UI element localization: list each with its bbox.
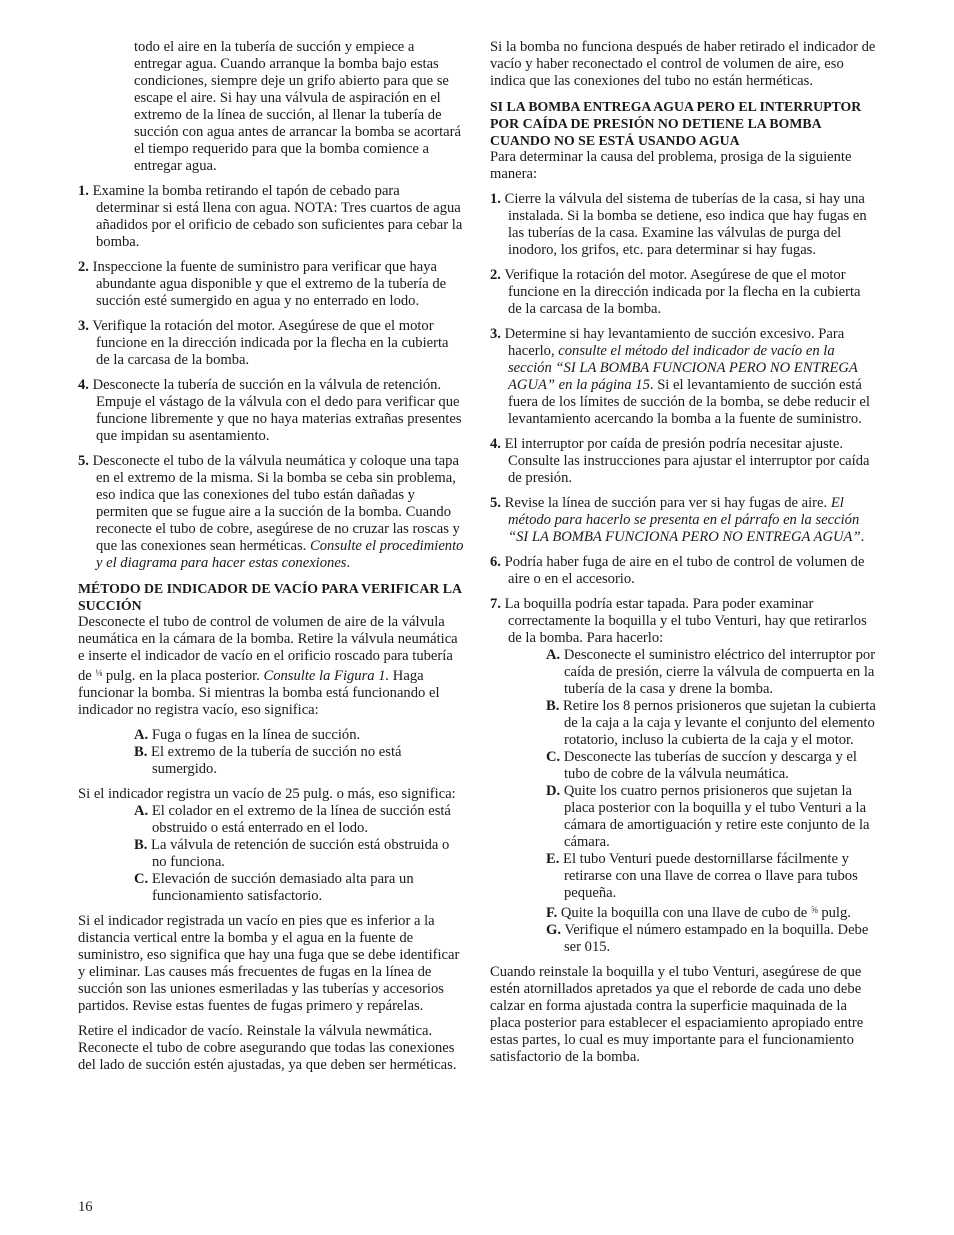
list-item xyxy=(78,377,464,445)
item-text: Elevación de succión demasiado alta para un funcionamiento satisfactorio. xyxy=(151,871,414,904)
item-text: Verifique la rotación del motor. Asegúrese de que el motor funcione en la dirección indicada por la flecha en la cubierta de la carcasa de la bomba. xyxy=(92,318,449,368)
item-text: Desconecte el suministro eléctrico del interruptor por caída de presión, cierre la válvula de compuerta en la tubería de la casa y drene la bomba. xyxy=(563,647,876,697)
sub-list-item xyxy=(490,851,876,902)
item-number: 4. xyxy=(78,377,89,393)
item-number: 1. xyxy=(490,191,501,207)
item-number: 6. xyxy=(490,554,501,570)
text: pulg. en la placa posterior. xyxy=(102,668,264,684)
item-tail: . Si el levantamiento de succión está fuera de los límites de succión de la bomba, se debe reducir el levantamiento acercando la bomba a la fuente de suministro. xyxy=(508,377,870,427)
item-number: 7. xyxy=(490,596,501,612)
sub-list xyxy=(78,803,464,905)
item-letter: B. xyxy=(134,744,148,760)
sub-list-item xyxy=(78,744,464,778)
list-item xyxy=(490,554,876,588)
item-text: Revise la línea de succión para ver si hay fugas de aire. xyxy=(504,495,831,511)
list-item xyxy=(490,267,876,318)
section-heading-vacuum: MÉTODO DE INDICADOR DE VACÍO PARA VERIFICAR LA SUCCIÓN xyxy=(78,581,462,613)
list-item xyxy=(78,318,464,369)
page-number: 16 xyxy=(78,1199,93,1215)
item-text: Desconecte la tubería de succión en la válvula de retención. Empuje el vástago de la válvula con el dedo para verificar que funcione libremente y que no haya materias extrañas presentes que impidan su asentamiento. xyxy=(92,377,462,444)
item-tail: . xyxy=(860,529,865,545)
sub-list-item xyxy=(78,803,464,837)
item-text: Verifique la rotación del motor. Asegúrese de que el motor funcione en la dirección indicada por la flecha en la cubierta de la carcasa de la bomba. xyxy=(504,267,861,317)
item-italic: consulte el método del indicador de vacío en la sección “SI LA BOMBA FUNCIONA PERO NO ENTREGA AGUA” en la página 15 xyxy=(508,343,858,393)
item-text: El colador en el extremo de la línea de succión está obstruido o está enterrado en el lodo. xyxy=(151,803,451,836)
item-letter: G. xyxy=(546,922,561,938)
item-text: Cierre la válvula del sistema de tuberías de la casa, si hay una instalada. Si la bomba se detiene, eso indica que hay fugas en las tuberías de la casa. Examine las válvulas de purga del inodoro, los grifos, etc. para determinar si hay fugas. xyxy=(504,191,867,258)
text: Desconecte el tubo de control de volumen de aire de la válvula neumática en la cámara de la bomba. Retire la válvula neumática e inserte el indicador de vacío en el orificio roscado para tubería de xyxy=(78,614,458,684)
item-number: 5. xyxy=(490,495,501,511)
right-column xyxy=(490,39,876,1066)
section-heading-pressure-switch: SI LA BOMBA ENTREGA AGUA PERO EL INTERRUPTOR POR CAÍDA DE PRESIÓN NO DETIENE LA BOMBA CUANDO NO SE ESTÁ USANDO AGUA xyxy=(490,99,862,148)
item-text: La válvula de retención de succión está obstruida o no funciona. xyxy=(151,837,450,870)
list-item xyxy=(490,436,876,487)
intro-continuation: todo el aire en la tubería de succión y empiece a entregar agua. Cuando arranque la bomba bajo estas condiciones, siempre deje un grifo abierto para que se escape el aire. Si hay una válvula de aspiración en el extremo de la línea de succión, al llenar la tubería de succión con agua antes de arrancar la bomba se acortará el tiempo requerido para que la bomba comience a entregar agua. xyxy=(134,39,461,174)
vacuum-paragraph-1 xyxy=(78,614,464,719)
sub-list xyxy=(78,727,464,778)
sub-list-item xyxy=(490,647,876,698)
sub-list-item xyxy=(490,698,876,749)
item-number: 5. xyxy=(78,453,89,469)
item-letter: F. xyxy=(546,905,558,921)
left-column xyxy=(78,39,464,1074)
item-text: El tubo Venturi puede destornillarse fácilmente y retirarse con una llave de correa o llave para tubos pequeña. xyxy=(563,851,858,901)
vacuum-paragraph-4: Retire el indicador de vacío. Reinstale la válvula newmática. Reconecte el tubo de cobre asegurando que todas las conexiones del lado de succión estén ajustadas, ya que deben ser herméticas. xyxy=(78,1023,457,1073)
list-item xyxy=(490,596,876,647)
fraction: ⅛ xyxy=(95,668,103,678)
sub-list-item xyxy=(490,783,876,851)
item-text: Desconecte el tubo de la válvula neumática y coloque una tapa en el extremo de la misma. Si la bomba se ceba sin problema, eso indica que las conexiones del tubo están dañadas y permiten que se fugue aire a la succión de la bomba. Cuando reconecte el tubo de cobre, asegúrese de no cruzar las roscas y que las conexiones sean herméticas. xyxy=(92,453,460,554)
sub-list-item xyxy=(78,727,464,744)
item-text: El extremo de la tubería de succión no está sumergido. xyxy=(151,744,402,777)
item-number: 4. xyxy=(490,436,501,452)
item-tail: . xyxy=(346,555,351,571)
item-letter: A. xyxy=(134,803,149,819)
lead-paragraph: Para determinar la causa del problema, prosiga de la siguiente manera: xyxy=(490,149,852,182)
item-tail: pulg. xyxy=(817,905,851,921)
item-text: Fuga o fugas en la línea de succión. xyxy=(151,727,361,743)
list-item xyxy=(490,326,876,428)
text: Haga funcionar la bomba. Si mientras la bomba está funcionando el indicador no registra vacío, eso significa: xyxy=(78,668,440,718)
item-number: 3. xyxy=(490,326,501,342)
sub-list-item xyxy=(490,922,876,956)
outro-paragraph: Cuando reinstale la boquilla y el tubo Venturi, asegúrese de que estén atornillados apretados ya que el reborde de cada uno debe calzar en forma ajustada contra la superficie maquinada de la placa posterior para establecer el espaciamiento apropiado entre estas partes, lo cual es muy importante para el funcionamiento satisfactorio de la bomba. xyxy=(490,964,864,1065)
sub-list xyxy=(490,647,876,956)
vacuum-paragraph-2: Si el indicador registra un vacío de 25 pulg. o más, eso significa: xyxy=(78,786,456,802)
item-number: 3. xyxy=(78,318,89,334)
item-italic: El método para hacerlo se presenta en el párrafo en la sección “SI LA BOMBA FUNCIONA PERO NO ENTREGA AGUA” xyxy=(508,495,861,545)
item-letter: B. xyxy=(134,837,148,853)
sub-list-item xyxy=(490,749,876,783)
item-text: Determine si hay levantamiento de succión excesivo. Para hacerlo, xyxy=(504,326,845,359)
item-letter: B. xyxy=(546,698,560,714)
item-letter: C. xyxy=(546,749,561,765)
item-number: 2. xyxy=(78,259,89,275)
item-number: 1. xyxy=(78,183,89,199)
item-text: Desconecte las tuberías de succíon y descarga y el tubo de cobre de la válvula neumática. xyxy=(563,749,857,782)
item-letter: A. xyxy=(546,647,561,663)
sub-list-item xyxy=(78,837,464,871)
item-italic: Consulte el procedimiento y el diagrama para hacer estas conexiones xyxy=(96,538,464,571)
list-item xyxy=(490,495,876,546)
list-item xyxy=(490,191,876,259)
item-text: Quite los cuatro pernos prisioneros que sujetan la placa posterior con la boquilla y el tubo Venturi a la cámara de amortiguación y retire este conjunto de la cámara. xyxy=(563,783,870,850)
vacuum-paragraph-3: Si el indicador registrada un vacío en pies que es inferior a la distancia vertical entre la bomba y el agua en la fuente de suministro, eso significa que hay una fuga que se debe identificar y eliminar. Las causes más frecuentes de fugas en la línea de succión son las uniones esmeriladas y las tuberías y accesorios partidos. Revise estas fuentes de fugas primero y repárelas. xyxy=(78,913,460,1014)
item-text: Podría haber fuga de aire en el tubo de control de volumen de aire o en el accesorio. xyxy=(504,554,865,587)
list-item xyxy=(78,259,464,310)
list-item xyxy=(78,453,464,572)
item-letter: E. xyxy=(546,851,560,867)
intro-paragraph: Si la bomba no funciona después de haber retirado el indicador de vacío y haber reconectado el control de volumen de aire, eso indica que las conexiones del tubo no están herméticas. xyxy=(490,39,876,89)
fraction: ⅝ xyxy=(810,905,818,915)
item-letter: A. xyxy=(134,727,149,743)
item-text: Examine la bomba retirando el tapón de cebado para determinar si está llena con agua. NOTA: Tres cuartos de agua añadidos por el orificio de cebado son suficientes para cebar la bomba. xyxy=(92,183,463,250)
item-text: Quite la boquilla con una llave de cubo de xyxy=(560,905,811,921)
sub-list-item xyxy=(490,902,876,922)
figure-reference: Consulte la Figura 1. xyxy=(263,668,390,684)
sub-list-item xyxy=(78,871,464,905)
item-number: 2. xyxy=(490,267,501,283)
item-text: Inspeccione la fuente de suministro para verificar que haya abundante agua disponible y que el extremo de la tubería de succión esté sumergido en agua y no enterrado en lodo. xyxy=(92,259,447,309)
item-text: El interruptor por caída de presión podría necesitar ajuste. Consulte las instrucciones para ajustar el interruptor por caída de presión. xyxy=(504,436,870,486)
item-text: La boquilla podría estar tapada. Para poder examinar correctamente la boquilla y el tubo Venturi, hay que retirarlos de la bomba. Para hacerlo: xyxy=(504,596,867,646)
list-item xyxy=(78,183,464,251)
item-text: Verifique el número estampado en la boquilla. Debe ser 015. xyxy=(564,922,869,955)
item-letter: D. xyxy=(546,783,561,799)
item-text: Retire los 8 pernos prisioneros que sujetan la cubierta de la caja a la caja y levante el conjunto del elemento rotatorio, incluso la cubierta de la caja y el motor. xyxy=(563,698,876,748)
item-letter: C. xyxy=(134,871,149,887)
